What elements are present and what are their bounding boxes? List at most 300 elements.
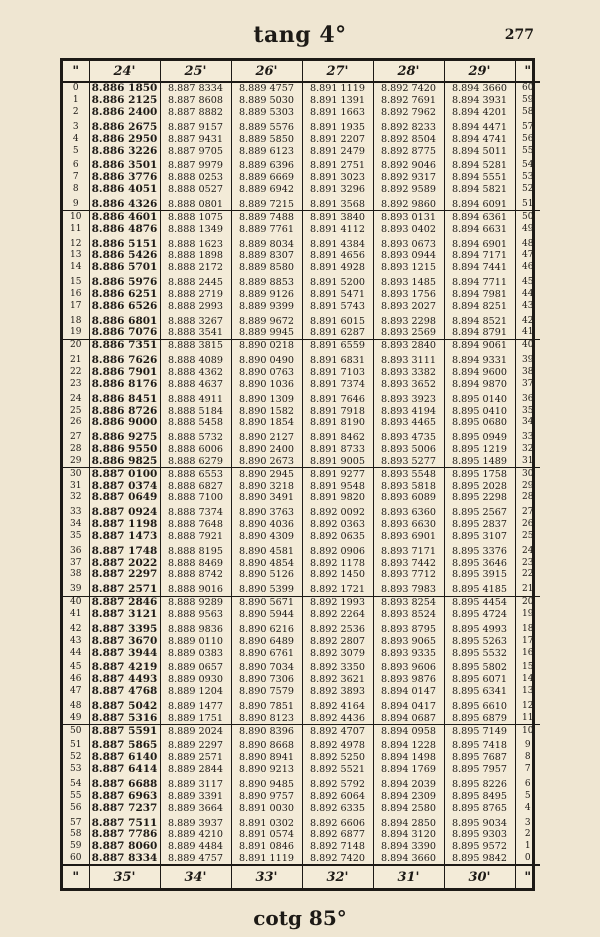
value-cell: 8.895 3646 [444, 557, 515, 569]
value-cell: 8.891 0030 [231, 802, 302, 814]
value-cell: 8.891 2751 [302, 157, 373, 172]
seconds-cell-right: 44 [522, 288, 534, 299]
seconds-cell-left: 31 [63, 480, 89, 492]
value-cell: 8.890 2945 [231, 468, 302, 480]
value-cell: 8.893 0402 [373, 223, 444, 235]
value-cell: 8.891 9820 [302, 492, 373, 504]
value-cell: 8.891 5200 [302, 274, 373, 289]
value-cell: 8.891 4928 [302, 262, 373, 274]
value-cell: 8.889 6942 [231, 184, 302, 196]
value-cell: 8.886 2125 [89, 95, 160, 107]
value-cell: 8.893 4735 [373, 429, 444, 444]
value-cell: 8.889 7215 [231, 196, 302, 211]
minute-header: 26' [231, 61, 302, 82]
value-cell: 8.888 6827 [160, 480, 231, 492]
value-cell: 8.887 0649 [89, 492, 160, 504]
value-cell: 8.891 4656 [302, 250, 373, 262]
value-cell: 8.890 2400 [231, 444, 302, 456]
value-cell: 8.891 7918 [302, 405, 373, 417]
value-cell: 8.893 9606 [373, 659, 444, 674]
value-cell: 8.889 3391 [160, 790, 231, 802]
table-row [63, 119, 540, 134]
value-cell: 8.887 6963 [89, 790, 160, 802]
table-row [63, 95, 540, 107]
seconds-cell-right: 37 [522, 378, 534, 389]
seconds-cell-left: 35 [63, 531, 89, 543]
value-cell: 8.892 6335 [302, 802, 373, 814]
value-cell: 8.892 9046 [373, 157, 444, 172]
value-cell: 8.894 5011 [444, 145, 515, 157]
seconds-cell-right: 18 [522, 623, 534, 634]
table-row [63, 405, 540, 417]
value-cell: 8.886 7626 [89, 352, 160, 367]
seconds-cell-left: 19 [63, 327, 89, 339]
value-cell: 8.886 4051 [89, 184, 160, 196]
seconds-cell-right: 6 [524, 778, 531, 789]
value-cell: 8.890 1036 [231, 378, 302, 390]
value-cell: 8.892 2807 [302, 635, 373, 647]
value-cell: 8.887 8334 [89, 853, 160, 866]
value-cell: 8.890 0490 [231, 352, 302, 367]
value-cell: 8.890 1309 [231, 390, 302, 405]
value-cell: 8.887 9705 [160, 145, 231, 157]
value-cell: 8.890 9485 [231, 776, 302, 791]
seconds-cell-right: 49 [522, 223, 534, 234]
table-row [63, 339, 540, 351]
value-cell: 8.895 2837 [444, 519, 515, 531]
value-cell: 8.892 0635 [302, 531, 373, 543]
value-cell: 8.889 6396 [231, 157, 302, 172]
value-cell: 8.887 3121 [89, 609, 160, 621]
value-cell: 8.894 2039 [373, 776, 444, 791]
seconds-cell-right: 56 [522, 133, 534, 144]
value-cell: 8.887 2297 [89, 569, 160, 581]
value-cell: 8.892 1993 [302, 596, 373, 608]
value-cell: 8.890 7306 [231, 674, 302, 686]
value-cell: 8.889 5030 [231, 95, 302, 107]
seconds-cell-left: 45 [63, 659, 89, 674]
value-cell: 8.892 3079 [302, 647, 373, 659]
value-cell: 8.894 1228 [373, 737, 444, 752]
value-cell: 8.892 8775 [373, 145, 444, 157]
table-row [63, 698, 540, 713]
value-cell: 8.890 6761 [231, 647, 302, 659]
value-cell: 8.893 7442 [373, 557, 444, 569]
value-cell: 8.889 2844 [160, 764, 231, 776]
value-cell: 8.893 5006 [373, 444, 444, 456]
value-cell: 8.893 4465 [373, 417, 444, 429]
value-cell: 8.888 2993 [160, 300, 231, 312]
value-cell: 8.895 7687 [444, 752, 515, 764]
value-cell: 8.894 5821 [444, 184, 515, 196]
value-cell: 8.894 6901 [444, 235, 515, 250]
value-cell: 8.887 6140 [89, 752, 160, 764]
seconds-cell-left: 58 [63, 829, 89, 841]
value-cell: 8.890 3763 [231, 504, 302, 519]
seconds-cell-left: 46 [63, 674, 89, 686]
value-cell: 8.891 6015 [302, 312, 373, 327]
table-row [63, 327, 540, 339]
value-cell: 8.893 2027 [373, 300, 444, 312]
seconds-cell-left: 42 [63, 620, 89, 635]
value-cell: 8.891 8733 [302, 444, 373, 456]
value-cell: 8.892 6606 [302, 814, 373, 829]
seconds-cell-left: 14 [63, 262, 89, 274]
table-row [63, 542, 540, 557]
value-cell: 8.894 9061 [444, 339, 515, 351]
minute-header: 27' [302, 61, 373, 82]
value-cell: 8.890 2673 [231, 455, 302, 467]
value-cell: 8.891 1935 [302, 119, 373, 134]
seconds-cell-right: 38 [522, 366, 534, 377]
value-cell: 8.893 9876 [373, 674, 444, 686]
value-cell: 8.895 4185 [444, 581, 515, 596]
minute-footer: 32' [302, 865, 373, 888]
value-cell: 8.895 6610 [444, 698, 515, 713]
value-cell: 8.889 9126 [231, 289, 302, 301]
value-cell: 8.890 4581 [231, 542, 302, 557]
value-cell: 8.887 6688 [89, 776, 160, 791]
value-cell: 8.886 7901 [89, 367, 160, 379]
value-cell: 8.891 3840 [302, 211, 373, 223]
value-cell: 8.891 0574 [231, 829, 302, 841]
page-title: tang 4° [253, 22, 347, 48]
value-cell: 8.888 5732 [160, 429, 231, 444]
seconds-cell-right: 20 [515, 596, 540, 608]
value-cell: 8.887 4219 [89, 659, 160, 674]
value-cell: 8.887 7786 [89, 829, 160, 841]
seconds-cell-right: 9 [524, 740, 531, 751]
seconds-cell-left: 29 [63, 455, 89, 467]
seconds-cell-left: 22 [63, 367, 89, 379]
value-cell: 8.888 1075 [160, 211, 231, 223]
value-cell: 8.894 4741 [444, 133, 515, 145]
table-row [63, 82, 540, 95]
value-cell: 8.894 6361 [444, 211, 515, 223]
value-cell: 8.888 0527 [160, 184, 231, 196]
value-cell: 8.887 1748 [89, 542, 160, 557]
value-cell: 8.893 3923 [373, 390, 444, 405]
seconds-cell-right: 52 [522, 184, 534, 195]
value-cell: 8.894 3120 [373, 829, 444, 841]
value-cell: 8.889 5303 [231, 107, 302, 119]
value-cell: 8.887 8334 [160, 82, 231, 95]
seconds-cell-right: 43 [522, 300, 534, 311]
seconds-cell-right: 2 [524, 829, 531, 840]
seconds-cell-right: 17 [522, 635, 534, 646]
value-cell: 8.890 8668 [231, 737, 302, 752]
value-cell: 8.893 2298 [373, 312, 444, 327]
value-cell: 8.886 4876 [89, 223, 160, 235]
value-cell: 8.886 5151 [89, 235, 160, 250]
seconds-cell-left: 20 [63, 339, 89, 351]
value-cell: 8.892 2264 [302, 609, 373, 621]
seconds-cell-right: 33 [522, 432, 534, 443]
value-cell: 8.891 8462 [302, 429, 373, 444]
table-row [63, 444, 540, 456]
value-cell: 8.887 7237 [89, 802, 160, 814]
value-cell: 8.890 2127 [231, 429, 302, 444]
value-cell: 8.893 1215 [373, 262, 444, 274]
table-row [63, 853, 540, 866]
value-cell: 8.892 8233 [373, 119, 444, 134]
value-cell: 8.887 1473 [89, 531, 160, 543]
seconds-cell-left: 9 [63, 196, 89, 211]
value-cell: 8.893 8524 [373, 609, 444, 621]
value-cell: 8.895 7418 [444, 737, 515, 752]
table-row [63, 712, 540, 724]
value-cell: 8.889 2024 [160, 725, 231, 737]
seconds-cell-left: 2 [63, 107, 89, 119]
value-cell: 8.886 1850 [89, 82, 160, 95]
value-cell: 8.886 2400 [89, 107, 160, 119]
value-cell: 8.895 9034 [444, 814, 515, 829]
value-cell: 8.894 0958 [373, 725, 444, 737]
value-cell: 8.888 9563 [160, 609, 231, 621]
seconds-cell-left: 3 [63, 119, 89, 134]
value-cell: 8.891 8190 [302, 417, 373, 429]
table-row [63, 647, 540, 659]
table-row [63, 790, 540, 802]
value-cell: 8.889 8034 [231, 235, 302, 250]
seconds-cell-left: 28 [63, 444, 89, 456]
value-cell: 8.888 8742 [160, 569, 231, 581]
table-row [63, 367, 540, 379]
value-cell: 8.895 3107 [444, 531, 515, 543]
table-row [63, 814, 540, 829]
value-cell: 8.893 8254 [373, 596, 444, 608]
value-cell: 8.886 4601 [89, 211, 160, 223]
seconds-cell-right: 19 [522, 609, 534, 620]
seconds-cell-right: 31 [522, 455, 534, 466]
seconds-cell-right: 14 [522, 674, 534, 685]
value-cell: 8.887 0100 [89, 468, 160, 480]
value-cell: 8.888 7921 [160, 531, 231, 543]
value-cell: 8.886 5426 [89, 250, 160, 262]
value-cell: 8.894 7441 [444, 262, 515, 274]
seconds-cell-left: 48 [63, 698, 89, 713]
value-cell: 8.887 3944 [89, 647, 160, 659]
value-cell: 8.895 1489 [444, 455, 515, 467]
seconds-cell-right: 48 [522, 238, 534, 249]
page-number: 277 [504, 27, 534, 43]
minute-header: 25' [160, 61, 231, 82]
value-cell: 8.894 0417 [373, 698, 444, 713]
seconds-cell-right: 8 [524, 752, 531, 763]
table-row [63, 492, 540, 504]
table-row [63, 468, 540, 480]
value-cell: 8.891 7374 [302, 378, 373, 390]
value-cell: 8.886 3226 [89, 145, 160, 157]
value-cell: 8.891 6831 [302, 352, 373, 367]
value-cell: 8.890 9757 [231, 790, 302, 802]
table-row [63, 531, 540, 543]
value-cell: 8.890 1582 [231, 405, 302, 417]
value-cell: 8.887 3670 [89, 635, 160, 647]
seconds-cell-right: 34 [522, 417, 534, 428]
value-cell: 8.889 1477 [160, 698, 231, 713]
value-cell: 8.895 8226 [444, 776, 515, 791]
value-cell: 8.893 5277 [373, 455, 444, 467]
seconds-cell-left: 52 [63, 752, 89, 764]
seconds-cell-right: 53 [522, 172, 534, 183]
seconds-cell-left: 23 [63, 378, 89, 390]
value-cell: 8.888 4362 [160, 367, 231, 379]
value-cell: 8.887 5042 [89, 698, 160, 713]
value-cell: 8.893 3652 [373, 378, 444, 390]
seconds-cell-left: 44 [63, 647, 89, 659]
seconds-cell-right: 35 [522, 405, 534, 416]
table-row [63, 235, 540, 250]
value-cell: 8.890 0763 [231, 367, 302, 379]
table-row [63, 417, 540, 429]
seconds-cell-right: 16 [522, 647, 534, 658]
value-cell: 8.889 2571 [160, 752, 231, 764]
value-cell: 8.886 5976 [89, 274, 160, 289]
page-footer-title: cotg 85° [253, 906, 347, 930]
value-cell: 8.887 9157 [160, 119, 231, 134]
value-cell: 8.893 2569 [373, 327, 444, 339]
value-cell: 8.895 3376 [444, 542, 515, 557]
seconds-cell-left: 59 [63, 841, 89, 853]
value-cell: 8.888 9289 [160, 596, 231, 608]
value-cell: 8.887 8060 [89, 841, 160, 853]
value-cell: 8.888 0801 [160, 196, 231, 211]
value-cell: 8.895 0410 [444, 405, 515, 417]
seconds-cell-right: 12 [522, 700, 534, 711]
value-cell: 8.895 9303 [444, 829, 515, 841]
value-cell: 8.890 6489 [231, 635, 302, 647]
value-cell: 8.893 6360 [373, 504, 444, 519]
seconds-cell-left: 12 [63, 235, 89, 250]
value-cell: 8.895 0140 [444, 390, 515, 405]
value-cell: 8.886 8451 [89, 390, 160, 405]
value-cell: 8.887 4493 [89, 674, 160, 686]
value-cell: 8.889 4210 [160, 829, 231, 841]
value-cell: 8.891 5743 [302, 300, 373, 312]
value-cell: 8.895 9572 [444, 841, 515, 853]
seconds-cell-left: 53 [63, 764, 89, 776]
table-row [63, 378, 540, 390]
table-row [63, 519, 540, 531]
value-cell: 8.892 7962 [373, 107, 444, 119]
value-cell: 8.894 5281 [444, 157, 515, 172]
value-cell: 8.895 4993 [444, 620, 515, 635]
value-cell: 8.892 5521 [302, 764, 373, 776]
seconds-cell-left: 55 [63, 790, 89, 802]
seconds-cell-left: 25 [63, 405, 89, 417]
value-cell: 8.888 5458 [160, 417, 231, 429]
value-cell: 8.888 9836 [160, 620, 231, 635]
value-cell: 8.892 7148 [302, 841, 373, 853]
value-cell: 8.889 0930 [160, 674, 231, 686]
value-cell: 8.887 3395 [89, 620, 160, 635]
value-cell: 8.894 3660 [444, 82, 515, 95]
value-cell: 8.894 3390 [373, 841, 444, 853]
seconds-cell-left: 4 [63, 133, 89, 145]
seconds-cell-right: 45 [522, 277, 534, 288]
minute-header: 28' [373, 61, 444, 82]
seconds-cell-right: 51 [522, 199, 534, 210]
value-cell: 8.893 4194 [373, 405, 444, 417]
value-cell: 8.887 1198 [89, 519, 160, 531]
table-row [63, 172, 540, 184]
value-cell: 8.892 6877 [302, 829, 373, 841]
value-cell: 8.886 2675 [89, 119, 160, 134]
seconds-cell-right: 60 [522, 83, 534, 94]
value-cell: 8.895 4724 [444, 609, 515, 621]
table-row [63, 504, 540, 519]
value-cell: 8.892 7691 [373, 95, 444, 107]
value-cell: 8.890 5399 [231, 581, 302, 596]
seconds-cell-right: 7 [524, 764, 531, 775]
value-cell: 8.888 3815 [160, 339, 231, 351]
table-row [63, 300, 540, 312]
value-cell: 8.890 7851 [231, 698, 302, 713]
value-cell: 8.888 7374 [160, 504, 231, 519]
table-row [63, 829, 540, 841]
value-cell: 8.889 0383 [160, 647, 231, 659]
value-cell: 8.889 5576 [231, 119, 302, 134]
value-cell: 8.889 7761 [231, 223, 302, 235]
minute-footer: 31' [373, 865, 444, 888]
value-cell: 8.894 0147 [373, 686, 444, 698]
value-cell: 8.892 4164 [302, 698, 373, 713]
seconds-cell-left: 56 [63, 802, 89, 814]
table-row [63, 581, 540, 596]
value-cell: 8.886 3501 [89, 157, 160, 172]
value-cell: 8.892 4978 [302, 737, 373, 752]
value-cell: 8.888 3267 [160, 312, 231, 327]
seconds-cell-right: 21 [522, 584, 534, 595]
value-cell: 8.887 5865 [89, 737, 160, 752]
value-cell: 8.894 5551 [444, 172, 515, 184]
value-cell: 8.886 7351 [89, 339, 160, 351]
value-cell: 8.894 0687 [373, 712, 444, 724]
value-cell: 8.894 9600 [444, 367, 515, 379]
seconds-cell-right: 42 [522, 315, 534, 326]
value-cell: 8.894 9870 [444, 378, 515, 390]
table-row [63, 390, 540, 405]
seconds-cell-right: 24 [522, 545, 534, 556]
value-cell: 8.886 6526 [89, 300, 160, 312]
value-cell: 8.892 1721 [302, 581, 373, 596]
value-cell: 8.894 6091 [444, 196, 515, 211]
seconds-cell-right: 11 [522, 712, 534, 723]
value-cell: 8.895 7149 [444, 725, 515, 737]
value-cell: 8.890 1854 [231, 417, 302, 429]
table-row [63, 157, 540, 172]
seconds-cell-left: 40 [63, 596, 89, 608]
seconds-cell-left: 18 [63, 312, 89, 327]
value-cell: 8.894 9331 [444, 352, 515, 367]
table-row [63, 211, 540, 223]
seconds-header-right: " [515, 61, 540, 82]
table-row [63, 262, 540, 274]
value-cell: 8.893 6901 [373, 531, 444, 543]
value-cell: 8.893 6089 [373, 492, 444, 504]
table-row [63, 429, 540, 444]
value-cell: 8.895 5532 [444, 647, 515, 659]
value-cell: 8.893 7712 [373, 569, 444, 581]
value-cell: 8.892 4436 [302, 712, 373, 724]
value-cell: 8.887 8882 [160, 107, 231, 119]
seconds-cell-right: 47 [522, 250, 534, 261]
value-cell: 8.890 7579 [231, 686, 302, 698]
value-cell: 8.894 1498 [373, 752, 444, 764]
value-cell: 8.887 0374 [89, 480, 160, 492]
value-cell: 8.887 4768 [89, 686, 160, 698]
